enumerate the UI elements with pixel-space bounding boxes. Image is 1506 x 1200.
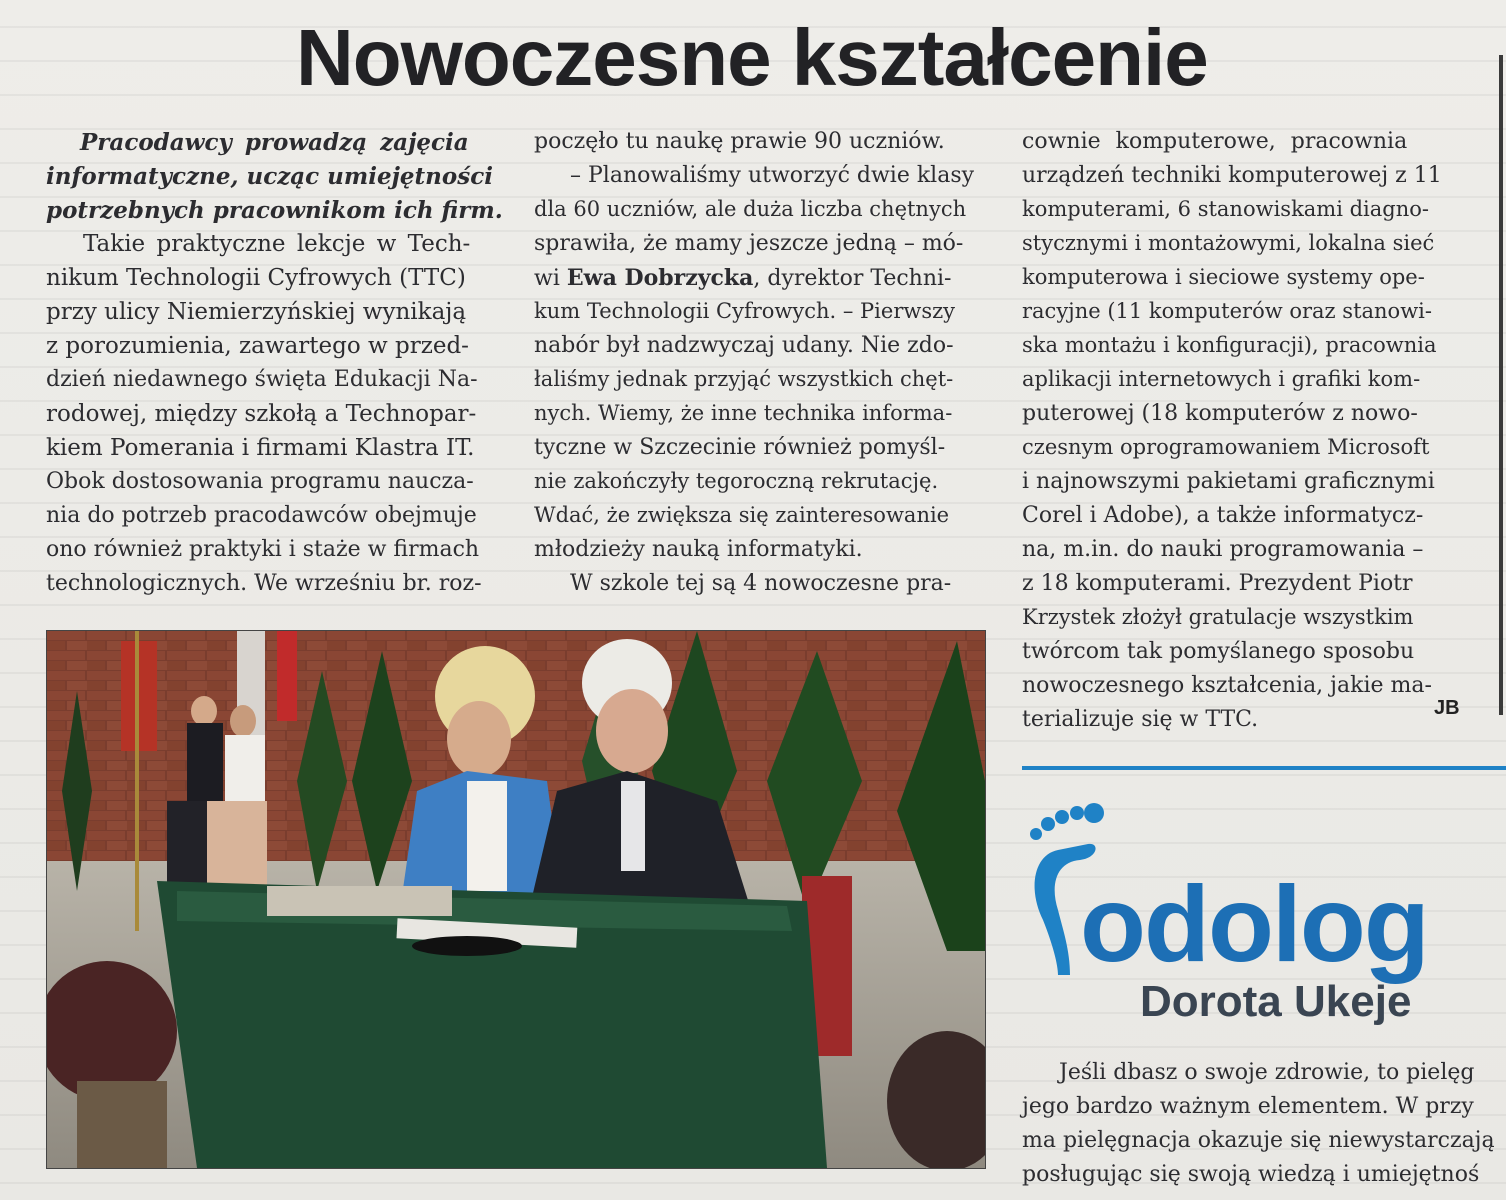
text-run: , dyrektor Techni-: [753, 266, 952, 291]
body-line: Obok dostosowania programu naucza-: [46, 469, 474, 494]
body-line: technologicznych. We wrześniu br. roz-: [46, 571, 482, 596]
body-line: kiem Pomerania i firmami Klastra IT.: [46, 435, 475, 461]
body-line: czesnym oprogramowaniem Microsoft: [1022, 435, 1430, 459]
body-line: aplikacji internetowych i grafiki kom-: [1022, 367, 1421, 391]
body-line: W szkole tej są 4 nowoczesne pra-: [570, 571, 952, 596]
body-line: rodowej, między szkołą a Technopar-: [46, 401, 477, 427]
body-line: Takie praktyczne lekcje w Tech-: [83, 231, 471, 257]
article-photo: [46, 630, 986, 1169]
body-line: łaliśmy jednak przyjąć wszystkich chęt-: [534, 367, 954, 391]
body-line: nie zakończyły tegoroczną rekrutację.: [534, 469, 939, 493]
body-line: z 18 komputerami. Prezydent Piotr: [1022, 571, 1413, 596]
body-line: z porozumienia, zawartego w przed-: [46, 333, 469, 359]
body-line: [534, 267, 951, 290]
body-line: i najnowszymi pakietami graficznymi: [1022, 469, 1435, 494]
body-line: komputerowa i sieciowe systemy ope-: [1022, 265, 1425, 289]
body-line: komputerami, 6 stanowiskami diagno-: [1022, 197, 1429, 221]
body-line: ono również praktyki i staże w firmach: [46, 537, 480, 562]
lead-line: potrzebnych pracownikom ich firm.: [46, 197, 503, 224]
body-line: twórcom tak pomyślanego sposobu: [1022, 639, 1415, 664]
article-headline: Nowoczesne kształcenie: [296, 13, 1208, 102]
author-signature: JB: [1434, 697, 1460, 719]
body-line: racyjne (11 komputerów oraz stanowi-: [1022, 299, 1432, 323]
ad-text-line: jego bardzo ważnym elementem. W przy: [1022, 1094, 1474, 1119]
body-line: terializuje się w TTC.: [1022, 707, 1259, 732]
body-line: nych. Wiemy, że inne technika informa-: [534, 401, 953, 425]
body-line: cownie komputerowe, pracownia: [1022, 129, 1408, 154]
body-line: urządzeń techniki komputerowej z 11: [1022, 163, 1442, 188]
body-line: dzień niedawnego święta Edukacji Na-: [46, 367, 478, 392]
text-run: wi: [534, 266, 567, 291]
body-line: Wdać, że zwiększa się zainteresowanie: [534, 503, 950, 527]
body-line: nabór był nadzwyczaj udany. Nie zdo-: [534, 333, 954, 358]
body-line: stycznymi i montażowymi, lokalna sieć: [1022, 231, 1435, 255]
body-line: ska montażu i konfiguracji), pracownia: [1022, 333, 1437, 357]
body-line: dla 60 uczniów, ale duża liczba chętnych: [534, 197, 967, 221]
body-line: Krzystek złożył gratulacje wszystkim: [1022, 605, 1414, 629]
column-rule: [1499, 55, 1503, 715]
body-line: młodzieży nauką informatyki.: [534, 537, 863, 562]
body-line: poczęło tu naukę prawie 90 uczniów.: [534, 129, 945, 154]
ad-divider: [1022, 766, 1506, 770]
body-line: – Planowaliśmy utworzyć dwie klasy: [570, 163, 975, 188]
body-line: na, m.in. do nauki programowania –: [1022, 537, 1424, 562]
body-line: nikum Technologii Cyfrowych (TTC): [46, 265, 466, 291]
body-line: kum Technologii Cyfrowych. – Pierwszy: [534, 299, 956, 323]
lead-line: Pracodawcy prowadzą zajęcia: [80, 129, 469, 156]
body-line: nowoczesnego kształcenia, jakie ma-: [1022, 673, 1432, 698]
ad-text-line: posługując się swoją wiedzą i umiejętnoś: [1022, 1162, 1480, 1187]
body-line: puterowej (18 komputerów z nowo-: [1022, 401, 1418, 426]
lead-line: informatyczne, ucząc umiejętności: [46, 163, 493, 190]
body-line: Corel i Adobe), a także informatycz-: [1022, 503, 1424, 528]
person-name: Ewa Dobrzycka: [566, 265, 754, 291]
body-line: nia do potrzeb pracodawców obejmuje: [46, 503, 477, 528]
ad-text-line: ma pielęgnacja okazuje się niewystarczają: [1022, 1128, 1495, 1153]
ad-text-line: Jeśli dbasz o swoje zdrowie, to pielęg: [1059, 1060, 1475, 1085]
body-line: tyczne w Szczecinie również pomyśl-: [534, 435, 946, 460]
body-line: sprawiła, że mamy jeszcze jedną – mó-: [534, 231, 964, 256]
body-line: przy ulicy Niemierzyńskiej wynikają: [46, 299, 467, 325]
ad-brand-name: odolog: [1080, 863, 1428, 984]
ad-owner-name: Dorota Ukeje: [1140, 977, 1412, 1026]
